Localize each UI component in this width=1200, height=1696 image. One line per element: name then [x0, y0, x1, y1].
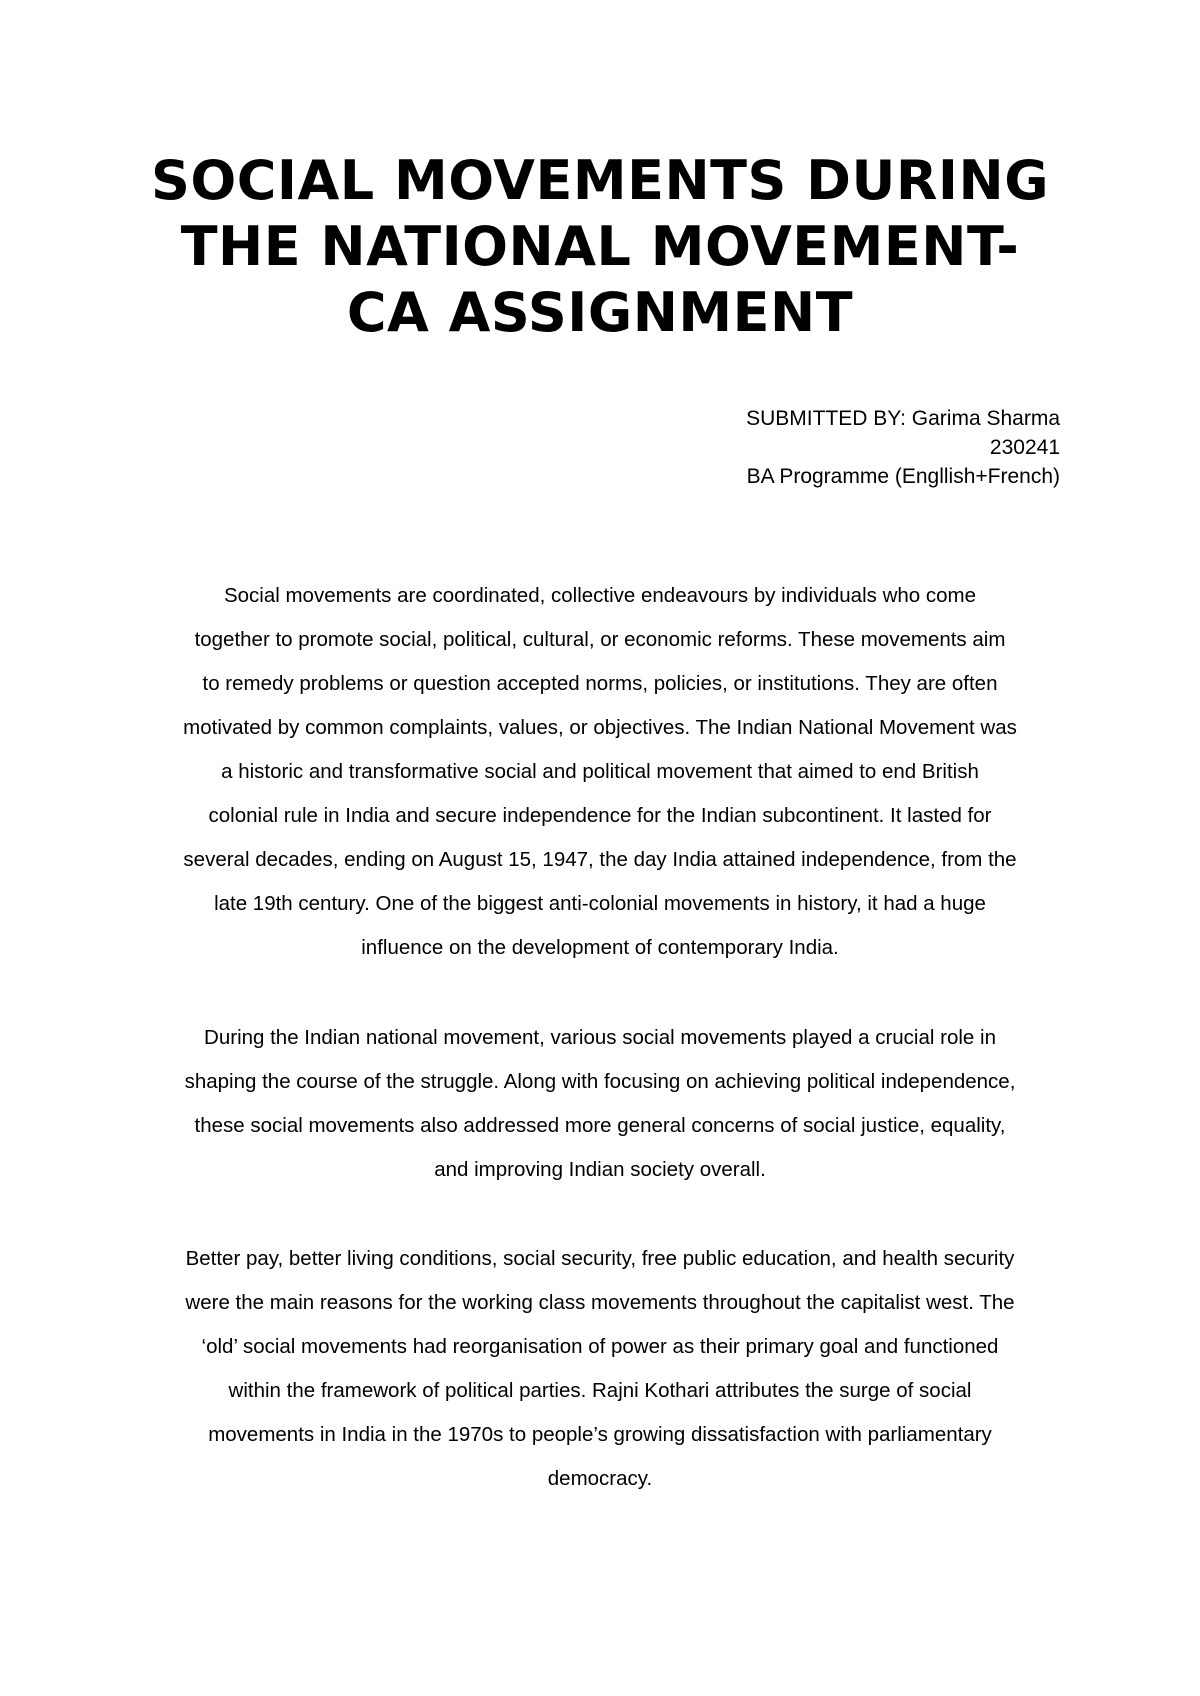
text-line: to remedy problems or question accepted norms, policies, or institutions. They are often: [202, 672, 998, 695]
paragraph-working-class: [140, 1237, 1060, 1501]
text-line: a historic and transformative social and political movement that aimed to end British: [221, 760, 979, 783]
submission-details: [460, 404, 1060, 491]
paragraph-social-movements: [140, 1016, 1060, 1192]
text-line: these social movements also addressed more general concerns of social justice, equality,: [194, 1114, 1006, 1137]
title-line: SOCIAL MOVEMENTS DURING: [150, 149, 1050, 212]
paragraph-introduction: [140, 574, 1060, 970]
text-line: influence on the development of contemporary India.: [361, 936, 839, 959]
text-line: movements in India in the 1970s to people’s growing dissatisfaction with parliamentary: [208, 1423, 992, 1446]
text-line: several decades, ending on August 15, 1947, the day India attained independence, from the: [183, 848, 1017, 871]
text-line: shaping the course of the struggle. Along with focusing on achieving political independence,: [184, 1070, 1016, 1093]
text-line: were the main reasons for the working class movements throughout the capitalist west. The: [185, 1291, 1015, 1314]
title-line: THE NATIONAL MOVEMENT-: [180, 215, 1020, 278]
text-line: ‘old’ social movements had reorganisation of power as their primary goal and functioned: [201, 1335, 999, 1358]
submitted-by: SUBMITTED BY: Garima Sharma: [746, 407, 1060, 430]
text-line: motivated by common complaints, values, or objectives. The Indian National Movement was: [183, 716, 1017, 739]
text-line: Better pay, better living conditions, social security, free public education, and health security: [185, 1247, 1015, 1270]
text-line: late 19th century. One of the biggest anti-colonial movements in history, it had a huge: [214, 892, 986, 915]
text-line: and improving Indian society overall.: [434, 1158, 766, 1181]
text-line: Social movements are coordinated, collective endeavours by individuals who come: [223, 584, 977, 607]
text-line: within the framework of political parties. Rajni Kothari attributes the surge of social: [228, 1379, 972, 1402]
text-line: together to promote social, political, cultural, or economic reforms. These movements aim: [194, 628, 1006, 651]
document-title: [130, 148, 1070, 346]
text-line: During the Indian national movement, various social movements played a crucial role in: [204, 1026, 996, 1049]
title-line: CA ASSIGNMENT: [346, 281, 854, 344]
programme: BA Programme (Engllish+French): [746, 465, 1060, 488]
text-line: colonial rule in India and secure independence for the Indian subcontinent. It lasted for: [208, 804, 992, 827]
student-id: 230241: [989, 436, 1060, 459]
text-line: democracy.: [547, 1467, 653, 1490]
